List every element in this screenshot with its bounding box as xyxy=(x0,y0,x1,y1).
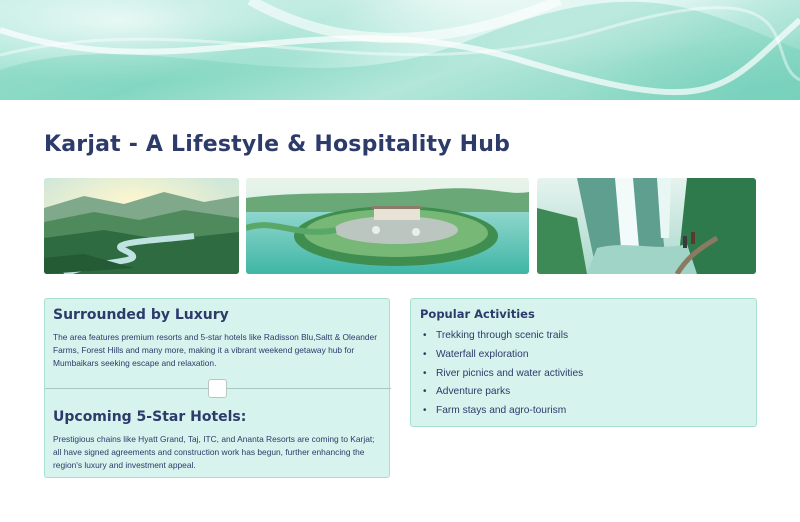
activity-label: Adventure parks xyxy=(436,386,511,398)
list-item xyxy=(421,385,583,404)
activity-label: Trekking through scenic trails xyxy=(436,330,569,341)
popular-activities-card xyxy=(410,298,757,427)
activity-label: Farm stays and agro-tourism xyxy=(436,405,567,417)
page-title: Karjat - A Lifestyle & Hospitality Hub xyxy=(44,132,511,157)
header-banner xyxy=(0,0,800,100)
divider-handle[interactable] xyxy=(208,379,227,398)
luxury-heading: Surrounded by Luxury xyxy=(53,307,229,323)
banner-waves xyxy=(0,0,800,100)
list-item xyxy=(421,404,583,423)
bullet-icon: • xyxy=(423,348,427,360)
bullet-icon: • xyxy=(423,405,427,417)
upcoming-hotels-text: Prestigious chains like Hyatt Grand, Taj, ITC, and Ananta Resorts are coming to Karjat; all have signed agreements and construction work has begun, further enhancing the region's luxury and investment appeal. xyxy=(53,434,375,470)
activity-label: River picnics and water activities xyxy=(436,367,584,379)
activity-label: Waterfall exploration xyxy=(436,348,529,360)
activities-heading: Popular Activities xyxy=(420,307,535,321)
list-item xyxy=(421,367,583,386)
upcoming-hotels-heading: Upcoming 5-Star Hotels: xyxy=(53,409,247,425)
waterfall-trek-photo xyxy=(537,178,756,274)
luxury-hotels-card xyxy=(44,298,390,478)
bullet-icon: • xyxy=(423,367,427,379)
island-resort-photo xyxy=(246,178,529,274)
list-item xyxy=(421,348,583,367)
bullet-icon: • xyxy=(423,386,427,398)
river-valley-photo xyxy=(44,178,239,274)
luxury-text: The area features premium resorts and 5-star hotels like Radisson Blu,Saltt & Oleander Farms, Forest Hills and many more, making it a vibrant weekend getaway hub for Mumbaikars seeking escape and relaxation. xyxy=(53,332,377,368)
bullet-icon: • xyxy=(423,330,427,341)
activities-list xyxy=(421,329,583,423)
list-item xyxy=(421,329,583,348)
